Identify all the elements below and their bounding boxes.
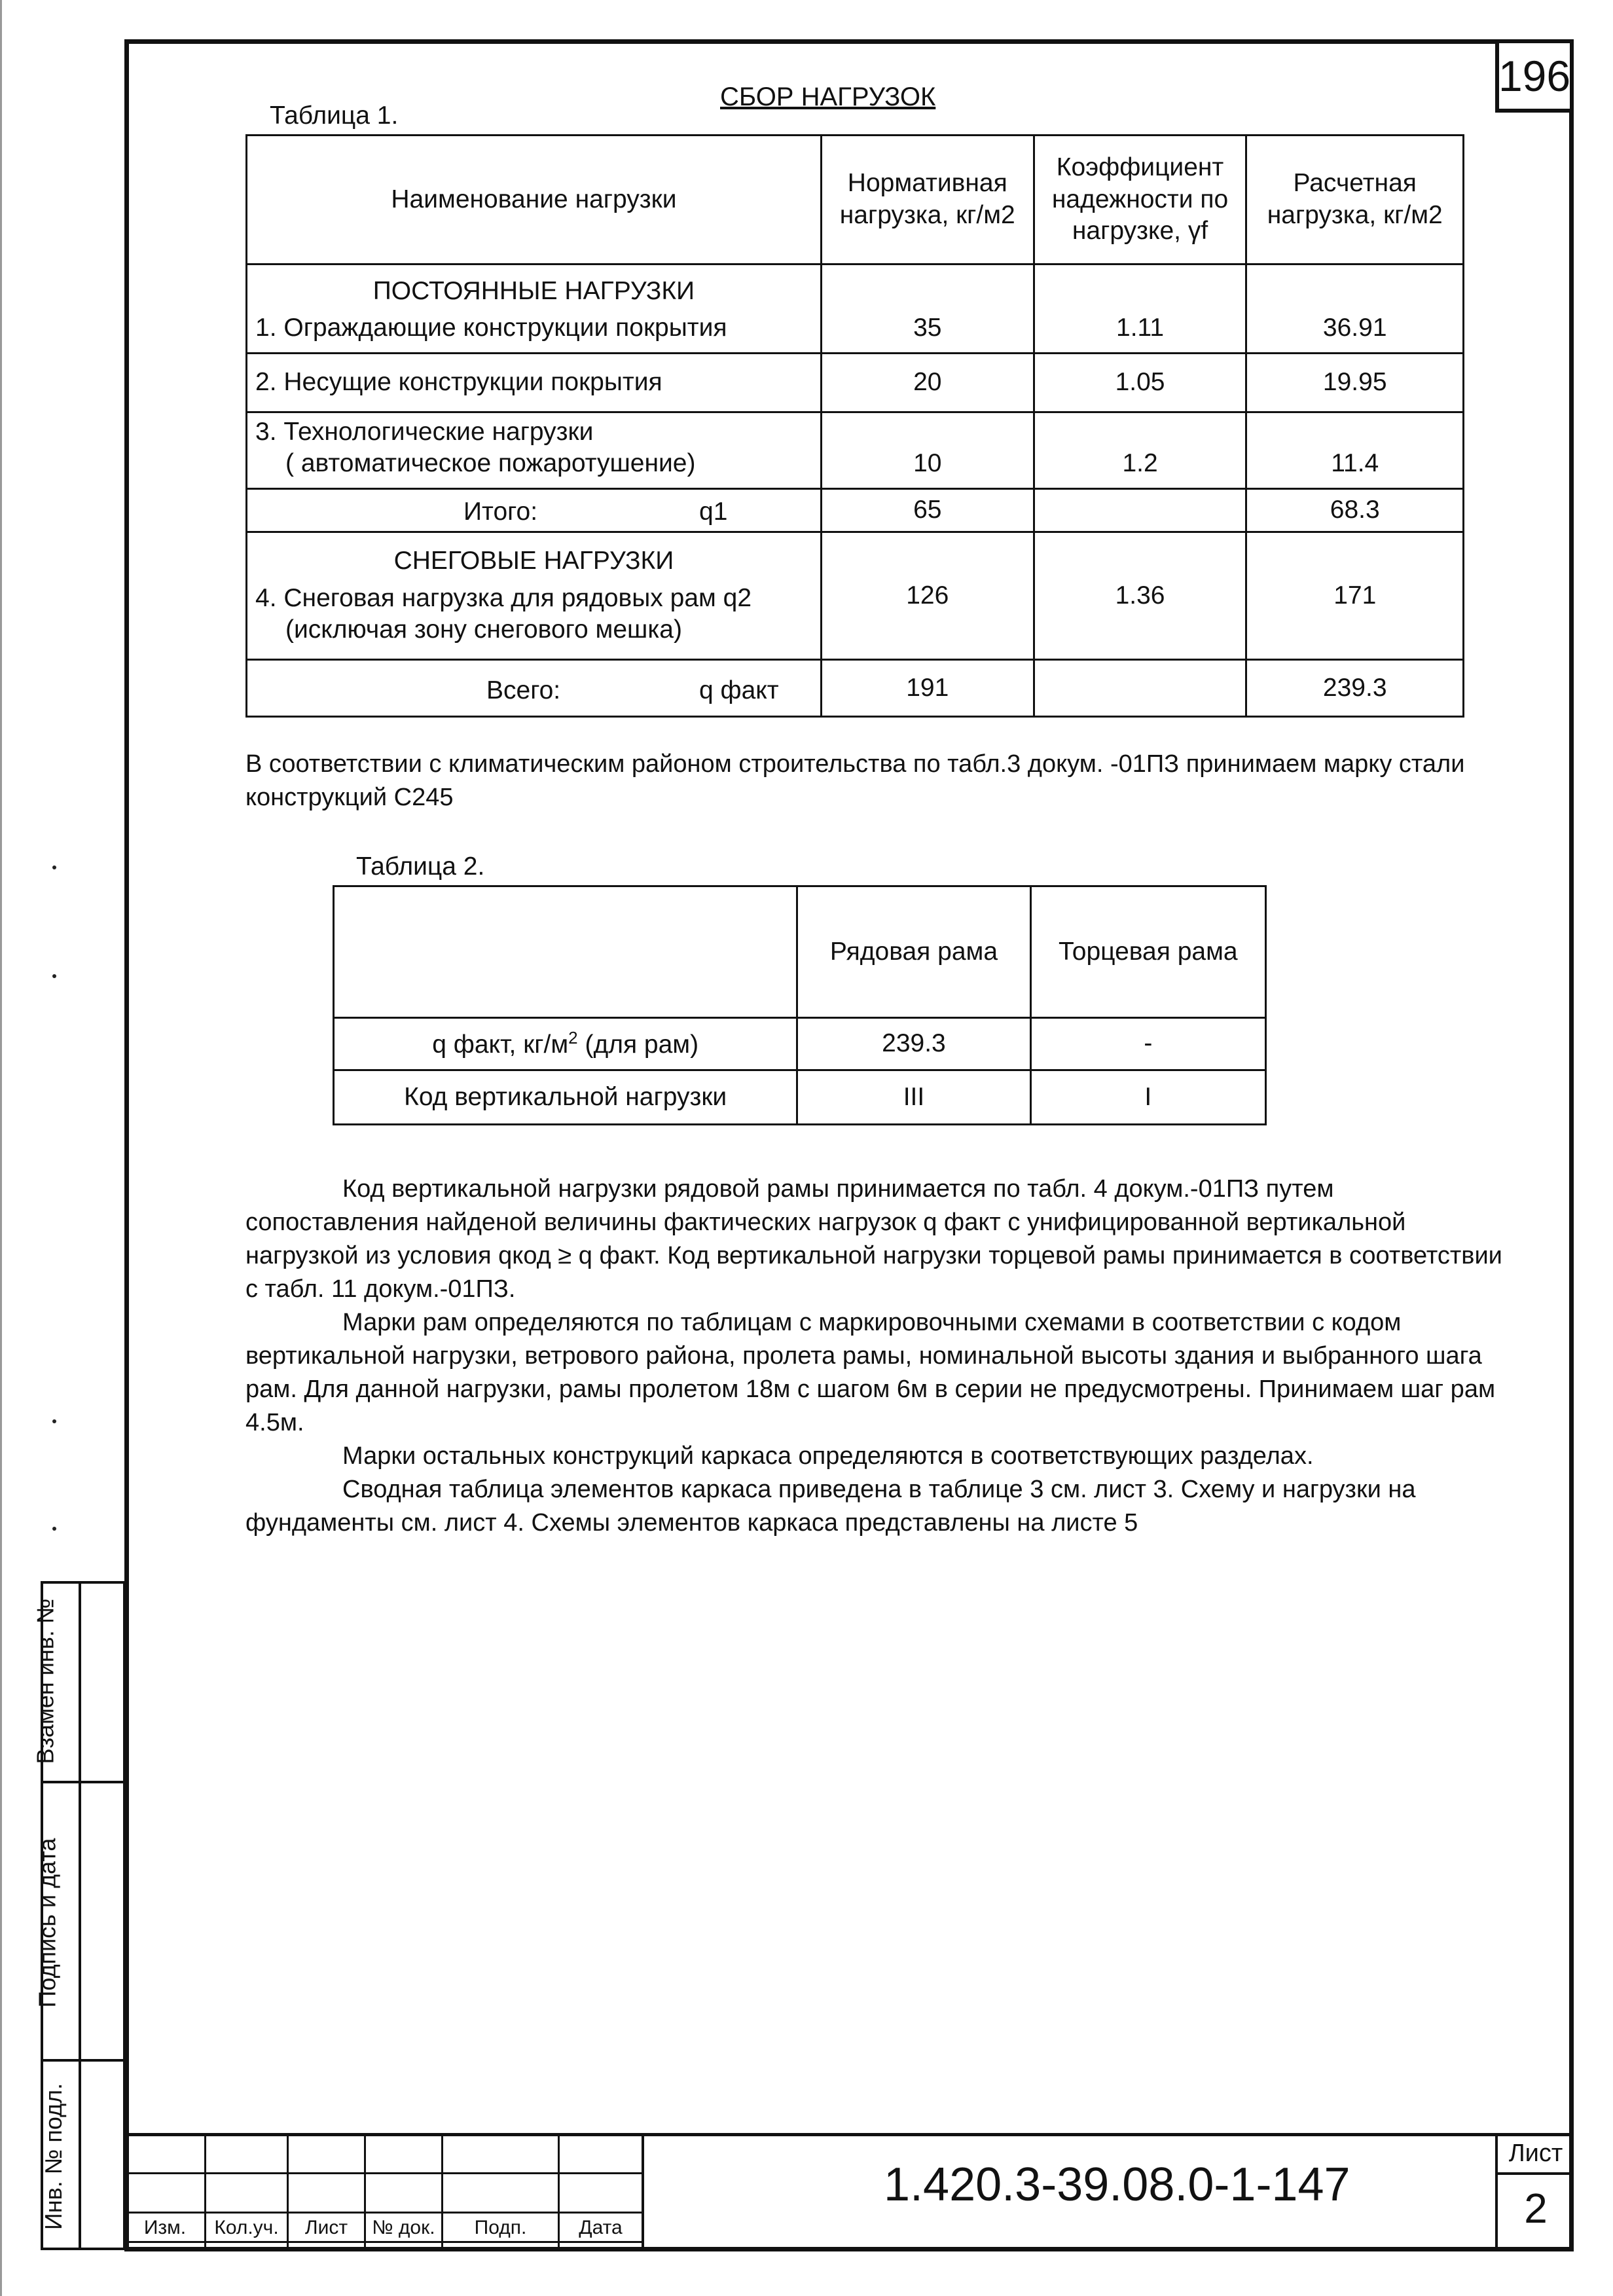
header-cell: Расчетная нагрузка, кг/м2 (1246, 136, 1464, 264)
row-label: Код вертикальной нагрузки (334, 1070, 797, 1125)
scan-speck (52, 1527, 56, 1531)
stamp-header: Лист (304, 2217, 348, 2238)
subtotal-coef (1034, 489, 1246, 532)
paragraph: Марки рам определяются по таблицам с маркировочными схемами в соответствии с кодом вертикальной нагрузки, ветрового района, пролета рамы, номинальной высоты здания и выбранного шага рам. Для данной нагрузки, рамы пролетом 18м с шагом 6м в серии не предусмотрены. Принимаем шаг рам 4.5м. (245, 1309, 1496, 1436)
row-label-text: q факт, кг/м (432, 1030, 569, 1059)
sheet-number: 2 (1524, 2185, 1548, 2232)
row-coef: 1.36 (1034, 532, 1246, 660)
row-coef: 1.2 (1034, 412, 1246, 489)
row-norm: 10 (821, 412, 1034, 489)
row-label (334, 1018, 797, 1070)
row-value: 239.3 (797, 1018, 1030, 1070)
stamp-header: Изм. (143, 2217, 187, 2238)
header-cell: Торцевая рама (1030, 886, 1265, 1018)
table-row (247, 354, 1464, 412)
total-row (247, 660, 1464, 717)
row-norm: 20 (821, 354, 1034, 412)
inv-label: Инв. № подл. (40, 2083, 67, 2231)
table-row (334, 1070, 1266, 1125)
row-calc: 171 (1246, 532, 1464, 660)
header-cell: Рядовая рама (797, 886, 1030, 1018)
row-name: 4. Снеговая нагрузка для рядовых рам q2 (255, 583, 752, 612)
podpis-label: Подпись и дата (33, 1838, 61, 2008)
row-name: 2. Несущие конструкции покрытия (247, 354, 822, 412)
scan-speck (52, 866, 56, 869)
document-code: 1.420.3-39.08.0-1-147 (884, 2159, 1350, 2211)
page-number: 196 (1495, 39, 1574, 113)
section-snow: СНЕГОВЫЕ НАГРУЗКИ (393, 546, 674, 575)
row-name-sub: (исключая зону снегового мешка) (285, 615, 682, 644)
row-coef: 1.11 (1034, 264, 1246, 354)
stamp-header: Кол.уч. (214, 2217, 279, 2238)
stamp-header: Подп. (474, 2217, 527, 2238)
table2-caption: Таблица 2. (356, 852, 485, 881)
subtotal-row (247, 489, 1464, 532)
scan-speck (52, 974, 56, 978)
row-label-sup: 2 (568, 1027, 578, 1048)
vzamen-label: Взамен инв. № (31, 1598, 59, 1764)
row-value: - (1030, 1018, 1265, 1070)
table-row (247, 412, 1464, 489)
subtotal-calc: 68.3 (1246, 489, 1464, 532)
header-cell: Нормативная нагрузка, кг/м2 (821, 136, 1034, 264)
total-symbol: q факт (699, 676, 779, 704)
row-name-sub: ( автоматическое пожаротушение) (285, 449, 696, 478)
row-name: 1. Ограждающие конструкции покрытия (255, 314, 727, 342)
table1-caption: Таблица 1. (270, 101, 399, 130)
total-norm: 191 (821, 660, 1034, 717)
title-block (124, 2133, 1574, 2251)
sheet-label: Лист (1508, 2140, 1563, 2167)
row-norm: 35 (821, 264, 1034, 354)
row-calc: 11.4 (1246, 412, 1464, 489)
header-cell-empty (334, 886, 797, 1018)
total-label: Всего: (486, 676, 561, 704)
steel-grade-text: В соответствии с климатическим районом строительства по табл.3 докум. -01ПЗ принимаем марку стали конструкций С245 (245, 750, 1465, 811)
left-stamp (31, 1581, 126, 2250)
row-value: I (1030, 1070, 1265, 1125)
row-calc: 19.95 (1246, 354, 1464, 412)
total-calc: 239.3 (1246, 660, 1464, 717)
table1-title: СБОР НАГРУЗОК (720, 82, 936, 111)
table-row (247, 532, 1464, 660)
header-cell: Наименование нагрузки (247, 136, 822, 264)
row-label-text-b: (для рам) (577, 1030, 699, 1059)
row-norm: 126 (821, 532, 1034, 660)
subtotal-norm: 65 (821, 489, 1034, 532)
total-coef (1034, 660, 1246, 717)
body-text (245, 1173, 1509, 1540)
row-value: III (797, 1070, 1030, 1125)
paragraph: Сводная таблица элементов каркаса приведена в таблице 3 см. лист 3. Схему и нагрузки на фундаменты см. лист 4. Схемы элементов каркаса представлены на листе 5 (245, 1476, 1416, 1537)
subtotal-label: Итого: (463, 498, 538, 526)
stamp-header: Дата (579, 2217, 623, 2238)
loads-table (245, 134, 1464, 718)
paragraph: Код вертикальной нагрузки рядовой рамы принимается по табл. 4 докум.-01ПЗ путем сопоставления найденой величины фактических нагрузок q факт с унифицированной вертикальной нагрузкой из условия qкод ≥ q факт. Код вертикальной нагрузки торцевой рамы принимается в соответствии с табл. 11 докум.-01ПЗ. (245, 1175, 1502, 1303)
frames-table (333, 885, 1267, 1125)
scan-edge (0, 0, 2, 2296)
table-header-row (334, 886, 1266, 1018)
row-calc: 36.91 (1246, 264, 1464, 354)
row-coef: 1.05 (1034, 354, 1246, 412)
stamp-header: № док. (372, 2217, 435, 2238)
table-header-row (247, 136, 1464, 264)
subtotal-symbol: q1 (699, 498, 728, 526)
header-cell: Коэффициент надежности по нагрузке, γf (1034, 136, 1246, 264)
table-row (334, 1018, 1266, 1070)
scan-speck (52, 1419, 56, 1423)
row-name: 3. Технологические нагрузки (255, 417, 594, 446)
paragraph: Марки остальных конструкций каркаса определяются в соответствующих разделах. (342, 1442, 1314, 1470)
section-permanent: ПОСТОЯННЫЕ НАГРУЗКИ (372, 276, 695, 305)
table-row (247, 264, 1464, 354)
